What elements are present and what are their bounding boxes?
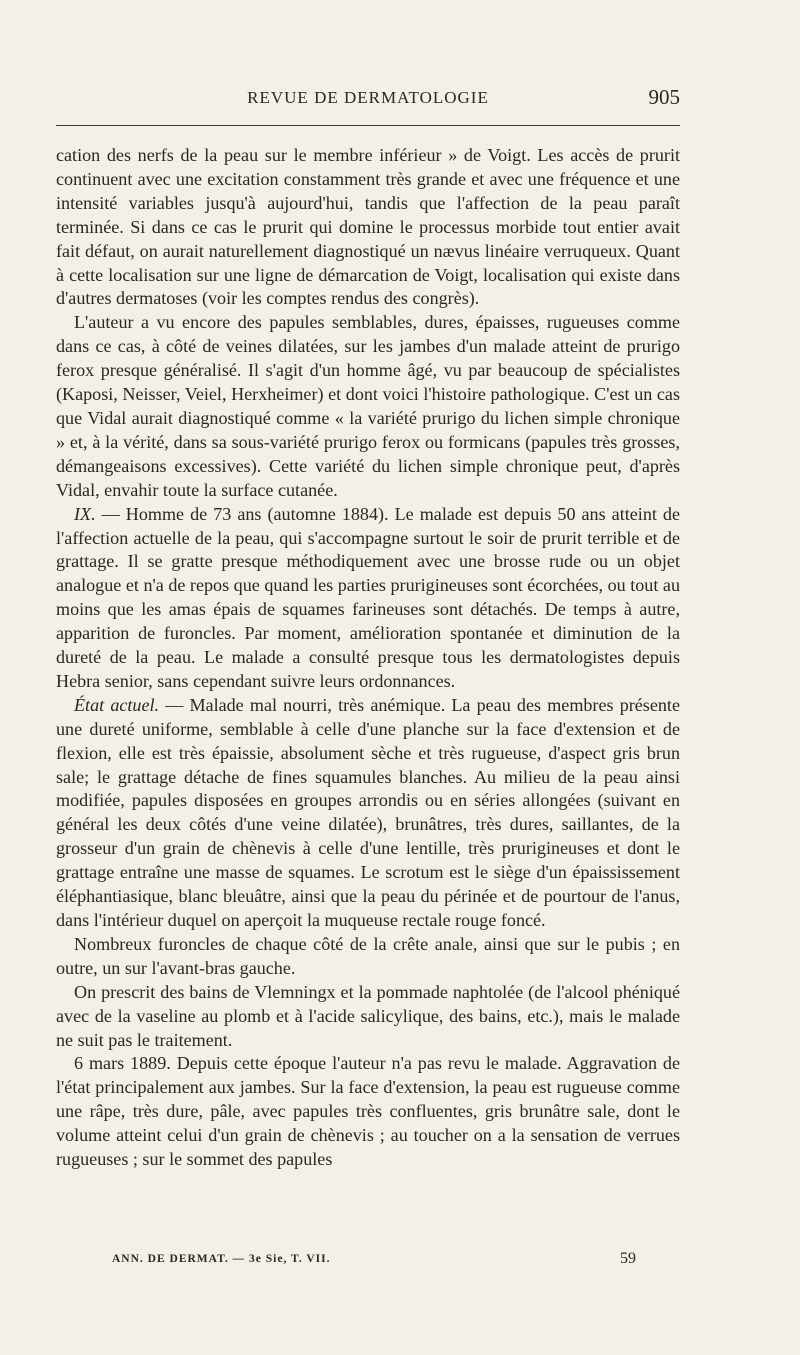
- etat-actuel-paragraph: [56, 694, 680, 933]
- case-text: — Homme de 73 ans (automne 1884). Le malade est depuis 50 ans atteint de l'affection actuelle de la peau, qui s'accompagne surtout le soir de prurit terrible et de grattage. Il se gratte presque méthodiquement avec une brosse rude ou un objet analogue et n'a de repos que quand les parties prurigineuses sont écorchées, ou tout au moins que les amas épais de squames farineuses sont détachés. De temps à autre, apparition de furoncles. Par moment, amélioration spontanée et diminution de la dureté de la peau. Le malade a consulté presque tous les dermatologistes depuis Hebra senior, sans cependant suivre leurs ordonnances.: [56, 503, 680, 691]
- header-rule: [56, 125, 680, 126]
- paragraph: Nombreux furoncles de chaque côté de la crête anale, ainsi que sur le pubis ; en outre, un sur l'avant-bras gauche.: [56, 933, 680, 978]
- running-head: [56, 85, 680, 114]
- running-title: REVUE DE DERMATOLOGIE: [247, 88, 489, 107]
- paragraph: L'auteur a vu encore des papules semblables, dures, épaisses, rugueuses comme dans ce cas, à côté de veines dilatées, sur les jambes d'un malade atteint de prurigo ferox presque généralisé. Il s'agit d'un homme âgé, vu par beaucoup de spécialistes (Kaposi, Neisser, Veiel, Herxheimer) et dont voici l'histoire pathologique. C'est un cas que Vidal aurait diagnostiqué comme « la variété prurigo du lichen simple chronique » et, à la vérité, dans sa sous-variété prurigo ferox ou formicans (papules très grosses, démangeaisons excessives). Cette variété du lichen simple chronique peut, d'après Vidal, envahir toute la surface cutanée.: [56, 312, 680, 500]
- signature-number: 59: [620, 1250, 636, 1267]
- signature-left: ANN. DE DERMAT. — 3e Sie, T. VII.: [112, 1253, 331, 1265]
- paragraph: On prescrit des bains de Vlemningx et la pommade naphtolée (de l'alcool phéniqué avec de la vaseline au plomb et à l'acide salicylique, des bains, etc.), mais le malade ne suit pas le traitement.: [56, 981, 680, 1050]
- etat-text: — Malade mal nourri, très anémique. La peau des membres présente une dureté uniforme, semblable à celle d'une planche sur la face d'extension et de flexion, elle est très épaissie, absolument sèche et très rugueuse, d'aspect gris brun sale; le grattage détache de fines squamules blanches. Au milieu de la peau ainsi modifiée, papules disposées en groupes arrondis ou en séries allongées (suivant en général les deux côtés d'une veine dilatée), brunâtres, très dures, saillantes, de la grosseur d'un grain de chènevis à celle d'une lentille, très prurigineuses et dont le grattage entraîne une masse de squames. Le scrotum est le siège d'un épaississement éléphantiasique, blanc bleuâtre, ainsi que la peau du périnée et de pourtour de l'anus, dans l'intérieur duquel on aperçoit la muqueuse rectale rouge foncé.: [56, 694, 680, 930]
- page-number: 905: [648, 85, 680, 109]
- case-label: IX.: [74, 503, 96, 524]
- body-text: [56, 144, 680, 1172]
- paragraph: cation des nerfs de la peau sur le membre inférieur » de Voigt. Les accès de prurit continuent avec une excitation constamment très grande et avec une fréquence et une intensité variables jusqu'à aujourd'hui, tandis que l'affection de la peau paraît terminée. Si dans ce cas le prurit qui domine le processus morbide tout entier avait fait défaut, on aurait naturellement diagnostiqué un nævus linéaire verruqueux. Quant à cette localisation sur une ligne de démarcation de Voigt, localisation qui existe dans d'autres dermatoses (voir les comptes rendus des congrès).: [56, 145, 680, 309]
- case-ix-paragraph: [56, 503, 680, 694]
- footer: [112, 1250, 636, 1272]
- paragraph: 6 mars 1889. Depuis cette époque l'auteur n'a pas revu le malade. Aggravation de l'état principalement aux jambes. Sur la face d'extension, la peau est rugueuse comme une râpe, très dure, pâle, avec papules très confluentes, gris brunâtre sale, dont le volume atteint celui d'un grain de chènevis ; au toucher on a la sensation de verrues rugueuses ; sur le sommet des papules: [56, 1053, 680, 1170]
- etat-label: État actuel.: [74, 694, 160, 715]
